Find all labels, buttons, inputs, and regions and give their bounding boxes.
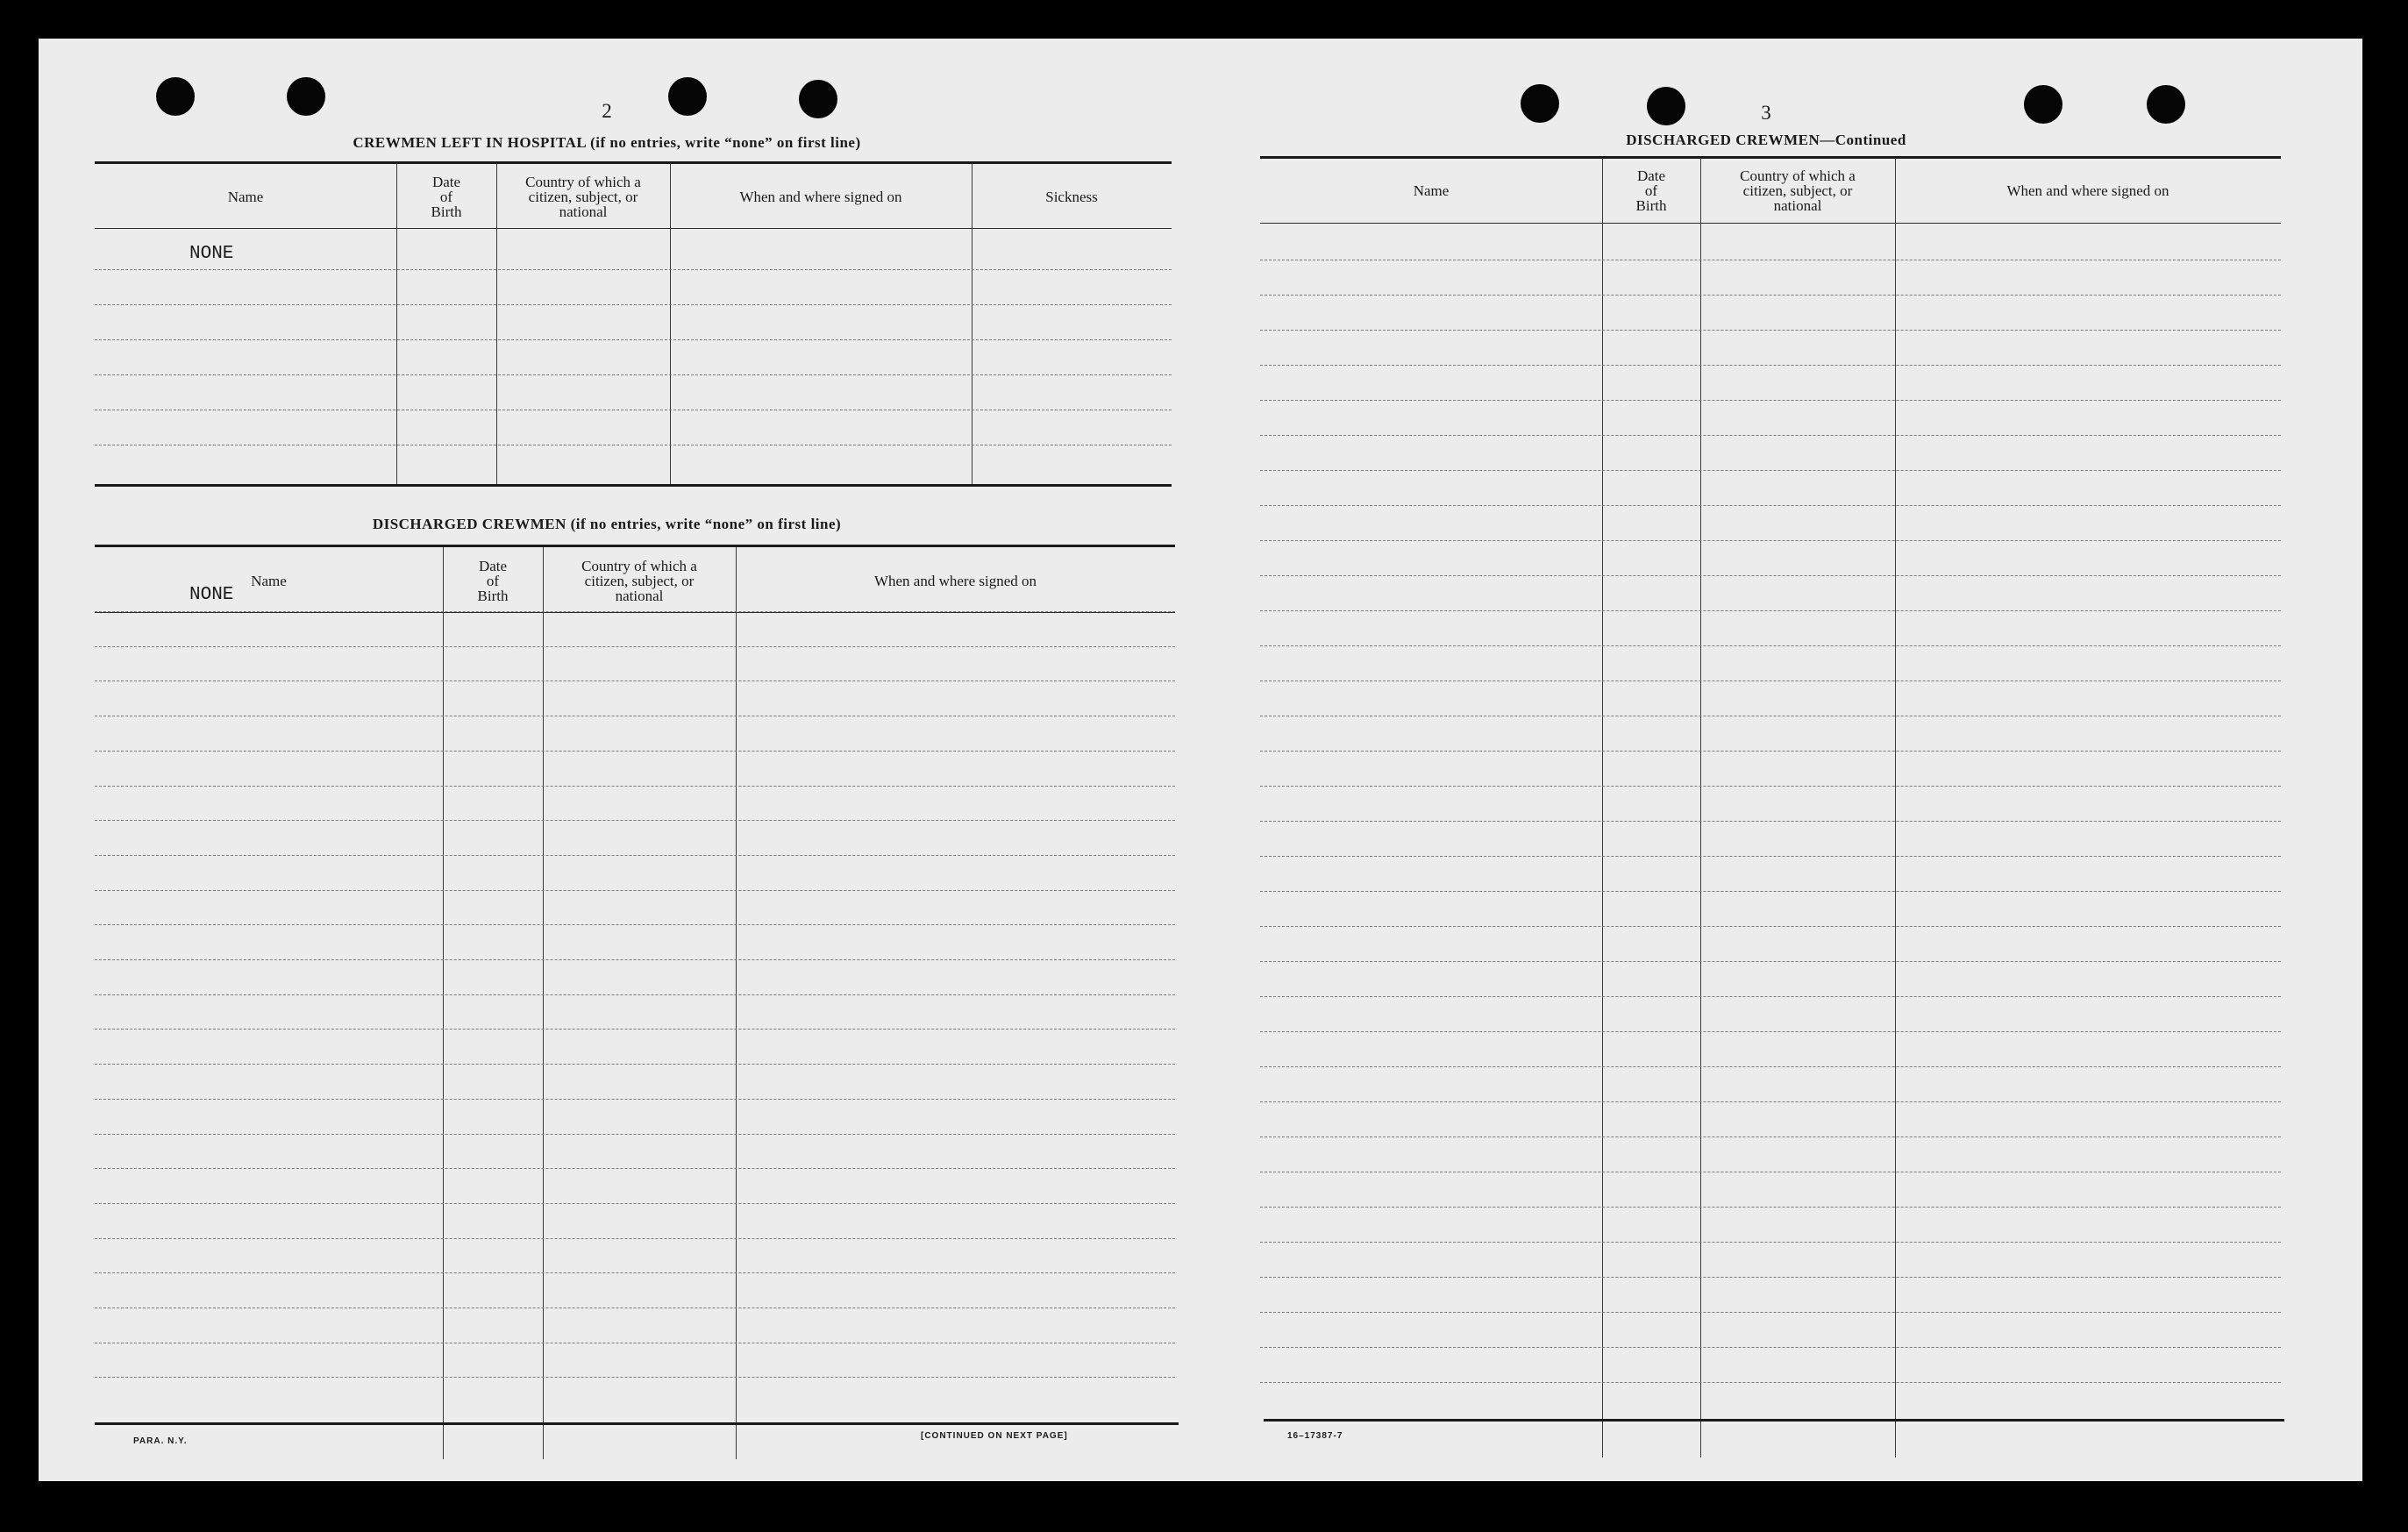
discharged-table-title	[373, 516, 841, 533]
table-row-line	[95, 1134, 1175, 1135]
punch-hole-icon	[2147, 85, 2185, 124]
hospital-header-sickness: Sickness	[1045, 188, 1098, 205]
table-row-line	[1260, 856, 2281, 857]
punch-hole-icon	[156, 77, 195, 116]
table-row-line	[1260, 1242, 2281, 1243]
table-row-line	[95, 1272, 1175, 1273]
table-row-line	[95, 1168, 1175, 1169]
table-row-line	[95, 924, 1175, 925]
continued-table-bottom-rule	[1264, 1419, 2284, 1422]
punch-hole-icon	[668, 77, 707, 116]
table-row-line	[1260, 1101, 2281, 1102]
table-row-line	[1260, 330, 2281, 331]
ledger-sheet	[39, 39, 2362, 1481]
page-number-right: 3	[1761, 102, 1771, 124]
table-row-line	[95, 1203, 1175, 1204]
printer-mark: PARA. N.Y.	[133, 1436, 188, 1446]
hospital-row-line	[95, 304, 1172, 305]
table-row-line	[1260, 996, 2281, 997]
table-row-line	[1260, 1347, 2281, 1348]
table-row-line	[95, 1238, 1175, 1239]
table-row-line	[1260, 1277, 2281, 1278]
continued-header-name: Name	[1413, 182, 1450, 199]
hospital-table-bottom-rule	[95, 484, 1172, 487]
discharged-col-divider	[736, 547, 737, 1459]
hospital-header-country: Country of which a citizen, subject, or national	[525, 173, 641, 220]
page-number-left: 2	[602, 100, 612, 122]
punch-hole-icon	[799, 80, 837, 118]
table-row-line	[95, 646, 1175, 647]
hospital-row-line	[95, 269, 1172, 270]
continued-table-header-rule	[1260, 223, 2281, 224]
hospital-header-name: Name	[227, 188, 264, 205]
table-row-line	[95, 820, 1175, 821]
hospital-header-signed-on: When and where signed on	[739, 188, 902, 205]
discharged-header-country: Country of which a citizen, subject, or national	[581, 557, 697, 604]
hospital-table-title-text: CREWMEN LEFT IN HOSPITAL	[353, 134, 587, 151]
continued-col-divider	[1700, 158, 1701, 1457]
continued-col-divider	[1602, 158, 1603, 1457]
table-row-line	[1260, 680, 2281, 681]
table-row-line	[1260, 435, 2281, 436]
table-row-line	[95, 680, 1175, 681]
table-row-line	[1260, 400, 2281, 401]
table-row-line	[1260, 821, 2281, 822]
discharged-col-divider	[543, 547, 544, 1459]
punch-hole-icon	[2024, 85, 2062, 124]
table-row-line	[1260, 961, 2281, 962]
table-row-line	[95, 1029, 1175, 1030]
discharged-header-date-of-birth: Date of Birth	[477, 557, 509, 604]
punch-hole-icon	[1647, 87, 1685, 125]
continued-header-signed-on: When and where signed on	[2006, 182, 2169, 199]
discharged-entry-none: NONE	[189, 585, 234, 605]
table-row-line	[1260, 470, 2281, 471]
table-row-line	[95, 890, 1175, 891]
discharged-continued-title: DISCHARGED CREWMEN—Continued	[1626, 132, 1906, 148]
hospital-table-header-rule	[95, 228, 1172, 229]
table-row-line	[1260, 365, 2281, 366]
table-row-line	[1260, 1066, 2281, 1067]
table-row-line	[95, 751, 1175, 752]
table-row-line	[95, 959, 1175, 960]
table-row-line	[1260, 645, 2281, 646]
table-row-line	[1260, 575, 2281, 576]
hospital-entry-none: NONE	[189, 244, 234, 264]
table-row-line	[1260, 505, 2281, 506]
hospital-header-date-of-birth: Date of Birth	[431, 173, 462, 220]
continued-header-country: Country of which a citizen, subject, or national	[1740, 167, 1856, 214]
table-row-line	[95, 855, 1175, 856]
table-row-line	[95, 611, 1175, 612]
table-row-line	[1260, 1031, 2281, 1032]
discharged-table-bottom-rule	[95, 1422, 1179, 1425]
discharged-table-title-text: DISCHARGED CREWMEN	[372, 516, 566, 532]
table-row-line	[1260, 610, 2281, 611]
table-row-line	[1260, 786, 2281, 787]
continued-header-date-of-birth: Date of Birth	[1635, 167, 1667, 214]
hospital-row-line	[95, 339, 1172, 340]
table-row-line	[1260, 1312, 2281, 1313]
table-row-line	[1260, 1207, 2281, 1208]
punch-hole-icon	[287, 77, 325, 116]
hospital-col-divider	[670, 164, 671, 486]
discharged-table-top-rule	[95, 545, 1175, 547]
table-row-line	[1260, 295, 2281, 296]
discharged-table-header-rule	[95, 612, 1175, 613]
hospital-table-note: (if no entries, write “none” on first line)	[590, 134, 861, 151]
hospital-row-line	[95, 374, 1172, 375]
discharged-col-divider	[443, 547, 444, 1459]
hospital-table-title	[353, 134, 860, 152]
discharged-header-name: Name	[251, 572, 287, 589]
table-row-line	[1260, 751, 2281, 752]
table-row-line	[1260, 926, 2281, 927]
table-row-line	[95, 994, 1175, 995]
table-row-line	[95, 1099, 1175, 1100]
continued-col-divider	[1895, 158, 1896, 1457]
table-row-line	[1260, 891, 2281, 892]
table-row-line	[95, 1377, 1175, 1378]
discharged-table-note: (if no entries, write “none” on first line)	[570, 516, 842, 532]
table-row-line	[95, 1064, 1175, 1065]
hospital-col-divider	[496, 164, 497, 486]
punch-hole-icon	[1521, 84, 1559, 123]
table-row-line	[1260, 540, 2281, 541]
form-number: 16–17387-7	[1287, 1431, 1343, 1441]
table-row-line	[1260, 1382, 2281, 1383]
hospital-col-divider	[396, 164, 397, 486]
continued-note: [CONTINUED ON NEXT PAGE]	[921, 1431, 1068, 1441]
hospital-table-top-rule	[95, 161, 1172, 164]
continued-table-top-rule	[1260, 156, 2281, 159]
discharged-header-signed-on: When and where signed on	[873, 572, 1037, 589]
table-row-line	[95, 786, 1175, 787]
